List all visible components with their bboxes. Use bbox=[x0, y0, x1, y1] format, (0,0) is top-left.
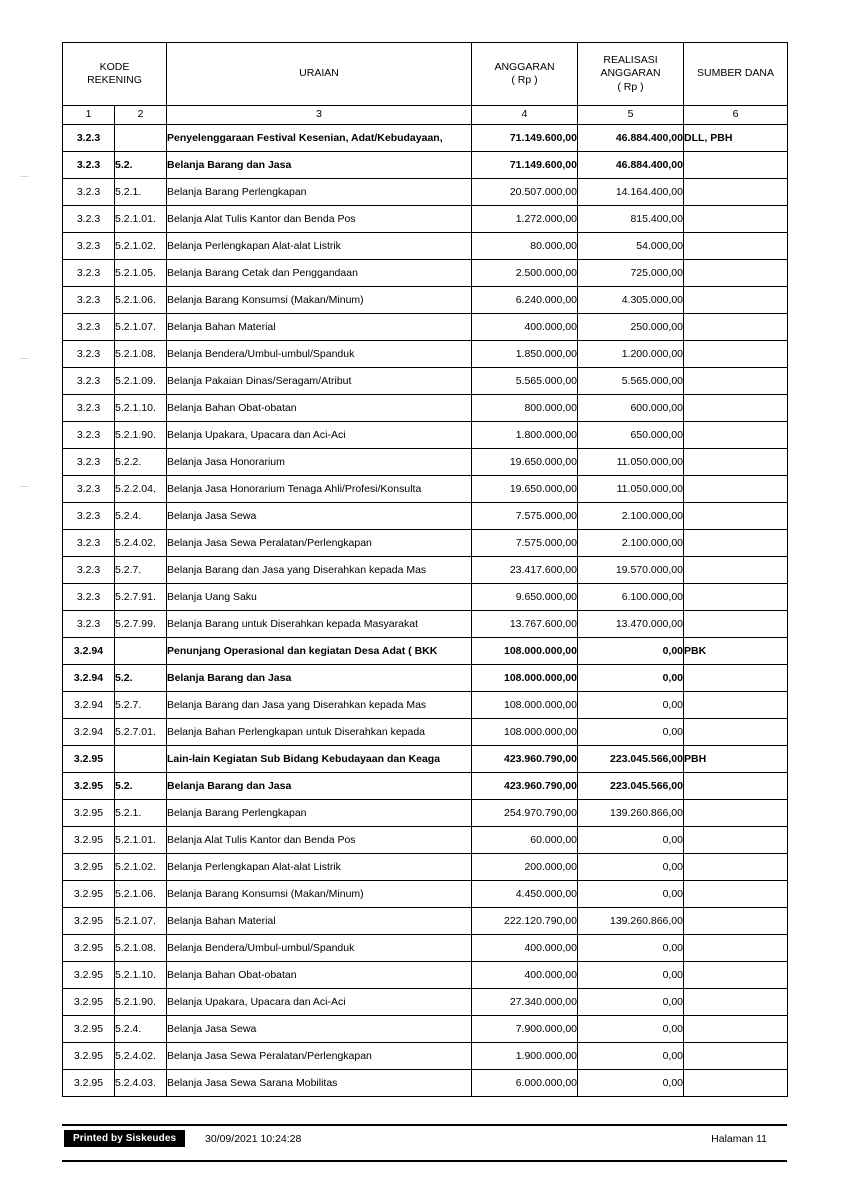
cell-uraian: Belanja Barang Perlengkapan bbox=[167, 179, 472, 206]
cell-realisasi: 46.884.400,00 bbox=[578, 152, 684, 179]
cell-rekening: 5.2.4.03. bbox=[115, 1070, 167, 1097]
cell-anggaran: 23.417.600,00 bbox=[472, 557, 578, 584]
cell-anggaran: 20.507.000,00 bbox=[472, 179, 578, 206]
cell-kode: 3.2.95 bbox=[63, 989, 115, 1016]
cell-kode: 3.2.3 bbox=[63, 422, 115, 449]
cell-anggaran: 80.000,00 bbox=[472, 233, 578, 260]
table-row bbox=[63, 827, 788, 854]
cell-sumber-dana bbox=[684, 1043, 788, 1070]
cell-kode: 3.2.3 bbox=[63, 476, 115, 503]
table-row bbox=[63, 557, 788, 584]
cell-uraian: Belanja Bahan Obat-obatan bbox=[167, 395, 472, 422]
cell-anggaran: 4.450.000,00 bbox=[472, 881, 578, 908]
cell-realisasi: 0,00 bbox=[578, 1070, 684, 1097]
table-row bbox=[63, 152, 788, 179]
cell-rekening: 5.2.7. bbox=[115, 557, 167, 584]
cell-rekening: 5.2.1. bbox=[115, 800, 167, 827]
table-row bbox=[63, 503, 788, 530]
cell-realisasi: 0,00 bbox=[578, 989, 684, 1016]
cell-sumber-dana bbox=[684, 476, 788, 503]
table-row bbox=[63, 665, 788, 692]
cell-anggaran: 800.000,00 bbox=[472, 395, 578, 422]
cell-rekening bbox=[115, 746, 167, 773]
cell-realisasi: 13.470.000,00 bbox=[578, 611, 684, 638]
cell-kode: 3.2.3 bbox=[63, 449, 115, 476]
cell-rekening: 5.2.1. bbox=[115, 179, 167, 206]
header-row-labels bbox=[63, 43, 788, 106]
cell-kode: 3.2.95 bbox=[63, 746, 115, 773]
cell-uraian: Belanja Barang dan Jasa bbox=[167, 665, 472, 692]
cell-uraian: Belanja Bendera/Umbul-umbul/Spanduk bbox=[167, 935, 472, 962]
cell-realisasi: 0,00 bbox=[578, 719, 684, 746]
cell-sumber-dana bbox=[684, 449, 788, 476]
table-row bbox=[63, 638, 788, 665]
cell-rekening: 5.2.4.02. bbox=[115, 530, 167, 557]
cell-anggaran: 400.000,00 bbox=[472, 935, 578, 962]
cell-realisasi: 250.000,00 bbox=[578, 314, 684, 341]
cell-anggaran: 108.000.000,00 bbox=[472, 638, 578, 665]
cell-rekening: 5.2.7.99. bbox=[115, 611, 167, 638]
scan-artifact bbox=[20, 486, 29, 487]
col-header-anggaran-line1: ANGGARAN bbox=[494, 60, 555, 73]
cell-rekening: 5.2.7. bbox=[115, 692, 167, 719]
cell-kode: 3.2.95 bbox=[63, 800, 115, 827]
cell-realisasi: 54.000,00 bbox=[578, 233, 684, 260]
footer-divider-top bbox=[62, 1124, 787, 1126]
cell-sumber-dana bbox=[684, 827, 788, 854]
cell-kode: 3.2.94 bbox=[63, 692, 115, 719]
cell-sumber-dana bbox=[684, 989, 788, 1016]
cell-sumber-dana bbox=[684, 773, 788, 800]
cell-anggaran: 7.575.000,00 bbox=[472, 530, 578, 557]
table-row bbox=[63, 179, 788, 206]
cell-anggaran: 423.960.790,00 bbox=[472, 773, 578, 800]
cell-kode: 3.2.3 bbox=[63, 152, 115, 179]
cell-kode: 3.2.3 bbox=[63, 341, 115, 368]
cell-rekening: 5.2.1.09. bbox=[115, 368, 167, 395]
cell-kode: 3.2.3 bbox=[63, 233, 115, 260]
cell-rekening: 5.2.1.05. bbox=[115, 260, 167, 287]
cell-uraian: Belanja Barang dan Jasa yang Diserahkan kepada Mas bbox=[167, 692, 472, 719]
table-row bbox=[63, 395, 788, 422]
cell-rekening: 5.2.4. bbox=[115, 503, 167, 530]
table-row bbox=[63, 530, 788, 557]
cell-rekening: 5.2.1.02. bbox=[115, 854, 167, 881]
cell-realisasi: 0,00 bbox=[578, 935, 684, 962]
cell-anggaran: 108.000.000,00 bbox=[472, 692, 578, 719]
table-row bbox=[63, 881, 788, 908]
col-number-5: 5 bbox=[578, 106, 684, 125]
table-row bbox=[63, 611, 788, 638]
cell-anggaran: 7.900.000,00 bbox=[472, 1016, 578, 1043]
cell-sumber-dana bbox=[684, 1070, 788, 1097]
cell-anggaran: 6.000.000,00 bbox=[472, 1070, 578, 1097]
cell-anggaran: 108.000.000,00 bbox=[472, 719, 578, 746]
col-header-kode-line2: REKENING bbox=[87, 74, 142, 86]
printed-by-badge: Printed by Siskeudes bbox=[64, 1130, 185, 1147]
cell-rekening bbox=[115, 125, 167, 152]
cell-uraian: Belanja Pakaian Dinas/Seragam/Atribut bbox=[167, 368, 472, 395]
table-row bbox=[63, 692, 788, 719]
col-header-realisasi-line2: ANGGARAN bbox=[600, 67, 661, 80]
cell-realisasi: 223.045.566,00 bbox=[578, 746, 684, 773]
cell-kode: 3.2.3 bbox=[63, 368, 115, 395]
table-row bbox=[63, 341, 788, 368]
cell-kode: 3.2.95 bbox=[63, 1043, 115, 1070]
cell-sumber-dana bbox=[684, 395, 788, 422]
table-row bbox=[63, 233, 788, 260]
cell-realisasi: 223.045.566,00 bbox=[578, 773, 684, 800]
cell-rekening: 5.2.1.01. bbox=[115, 206, 167, 233]
cell-anggaran: 6.240.000,00 bbox=[472, 287, 578, 314]
cell-kode: 3.2.3 bbox=[63, 179, 115, 206]
cell-realisasi: 0,00 bbox=[578, 1016, 684, 1043]
col-header-anggaran-line2: ( Rp ) bbox=[511, 74, 538, 86]
header-row-numbers bbox=[63, 106, 788, 125]
table-row bbox=[63, 584, 788, 611]
cell-realisasi: 0,00 bbox=[578, 692, 684, 719]
table-row bbox=[63, 1043, 788, 1070]
cell-rekening: 5.2. bbox=[115, 665, 167, 692]
cell-uraian: Belanja Jasa Sewa Sarana Mobilitas bbox=[167, 1070, 472, 1097]
cell-anggaran: 60.000,00 bbox=[472, 827, 578, 854]
cell-rekening: 5.2.1.07. bbox=[115, 908, 167, 935]
cell-anggaran: 1.900.000,00 bbox=[472, 1043, 578, 1070]
col-number-3: 3 bbox=[167, 106, 472, 125]
table-row bbox=[63, 287, 788, 314]
cell-kode: 3.2.3 bbox=[63, 125, 115, 152]
cell-realisasi: 0,00 bbox=[578, 881, 684, 908]
cell-uraian: Belanja Upakara, Upacara dan Aci-Aci bbox=[167, 422, 472, 449]
page-footer bbox=[62, 1124, 787, 1164]
cell-anggaran: 7.575.000,00 bbox=[472, 503, 578, 530]
cell-anggaran: 27.340.000,00 bbox=[472, 989, 578, 1016]
scan-artifact bbox=[20, 176, 29, 177]
cell-anggaran: 71.149.600,00 bbox=[472, 152, 578, 179]
cell-sumber-dana bbox=[684, 368, 788, 395]
cell-realisasi: 0,00 bbox=[578, 638, 684, 665]
table-row bbox=[63, 854, 788, 881]
cell-uraian: Belanja Uang Saku bbox=[167, 584, 472, 611]
cell-anggaran: 400.000,00 bbox=[472, 314, 578, 341]
cell-sumber-dana bbox=[684, 341, 788, 368]
cell-uraian: Belanja Barang Perlengkapan bbox=[167, 800, 472, 827]
cell-realisasi: 2.100.000,00 bbox=[578, 503, 684, 530]
cell-realisasi: 11.050.000,00 bbox=[578, 449, 684, 476]
cell-uraian: Belanja Barang dan Jasa bbox=[167, 152, 472, 179]
cell-uraian: Belanja Jasa Honorarium bbox=[167, 449, 472, 476]
table-row bbox=[63, 773, 788, 800]
table-row bbox=[63, 800, 788, 827]
cell-sumber-dana bbox=[684, 935, 788, 962]
table-row bbox=[63, 935, 788, 962]
cell-uraian: Belanja Alat Tulis Kantor dan Benda Pos bbox=[167, 206, 472, 233]
cell-sumber-dana bbox=[684, 287, 788, 314]
cell-realisasi: 11.050.000,00 bbox=[578, 476, 684, 503]
cell-uraian: Belanja Bahan Perlengkapan untuk Diserahkan kepada bbox=[167, 719, 472, 746]
cell-kode: 3.2.3 bbox=[63, 206, 115, 233]
col-header-kode-line1: KODE bbox=[99, 60, 130, 73]
cell-sumber-dana bbox=[684, 260, 788, 287]
cell-sumber-dana bbox=[684, 503, 788, 530]
cell-sumber-dana bbox=[684, 530, 788, 557]
cell-kode: 3.2.94 bbox=[63, 638, 115, 665]
cell-uraian: Belanja Perlengkapan Alat-alat Listrik bbox=[167, 854, 472, 881]
cell-anggaran: 2.500.000,00 bbox=[472, 260, 578, 287]
cell-uraian: Belanja Alat Tulis Kantor dan Benda Pos bbox=[167, 827, 472, 854]
cell-rekening bbox=[115, 638, 167, 665]
table-row bbox=[63, 314, 788, 341]
cell-sumber-dana bbox=[684, 557, 788, 584]
cell-kode: 3.2.95 bbox=[63, 962, 115, 989]
table-row bbox=[63, 476, 788, 503]
cell-uraian: Belanja Barang dan Jasa bbox=[167, 773, 472, 800]
table-row bbox=[63, 1016, 788, 1043]
cell-kode: 3.2.3 bbox=[63, 584, 115, 611]
table-body bbox=[63, 125, 788, 1097]
cell-realisasi: 0,00 bbox=[578, 854, 684, 881]
cell-realisasi: 725.000,00 bbox=[578, 260, 684, 287]
cell-rekening: 5.2.2.04. bbox=[115, 476, 167, 503]
cell-rekening: 5.2.1.01. bbox=[115, 827, 167, 854]
cell-kode: 3.2.95 bbox=[63, 827, 115, 854]
cell-sumber-dana bbox=[684, 692, 788, 719]
cell-sumber-dana bbox=[684, 152, 788, 179]
cell-uraian: Belanja Barang untuk Diserahkan kepada Masyarakat bbox=[167, 611, 472, 638]
cell-sumber-dana: DLL, PBH bbox=[684, 125, 788, 152]
col-number-1: 1 bbox=[63, 106, 115, 125]
table-row bbox=[63, 962, 788, 989]
cell-sumber-dana bbox=[684, 233, 788, 260]
col-header-anggaran bbox=[472, 43, 578, 106]
cell-kode: 3.2.95 bbox=[63, 881, 115, 908]
cell-anggaran: 222.120.790,00 bbox=[472, 908, 578, 935]
cell-realisasi: 1.200.000,00 bbox=[578, 341, 684, 368]
cell-uraian: Belanja Bahan Obat-obatan bbox=[167, 962, 472, 989]
cell-anggaran: 400.000,00 bbox=[472, 962, 578, 989]
cell-rekening: 5.2.1.06. bbox=[115, 287, 167, 314]
cell-realisasi: 0,00 bbox=[578, 827, 684, 854]
col-header-realisasi-line1: REALISASI bbox=[603, 54, 658, 67]
cell-sumber-dana bbox=[684, 881, 788, 908]
cell-kode: 3.2.95 bbox=[63, 773, 115, 800]
cell-sumber-dana: PBH bbox=[684, 746, 788, 773]
cell-sumber-dana bbox=[684, 1016, 788, 1043]
cell-realisasi: 19.570.000,00 bbox=[578, 557, 684, 584]
cell-anggaran: 1.800.000,00 bbox=[472, 422, 578, 449]
cell-kode: 3.2.3 bbox=[63, 260, 115, 287]
cell-sumber-dana bbox=[684, 584, 788, 611]
col-number-2: 2 bbox=[115, 106, 167, 125]
cell-uraian: Belanja Bendera/Umbul-umbul/Spanduk bbox=[167, 341, 472, 368]
cell-anggaran: 19.650.000,00 bbox=[472, 476, 578, 503]
cell-kode: 3.2.95 bbox=[63, 1016, 115, 1043]
table-row bbox=[63, 746, 788, 773]
cell-anggaran: 108.000.000,00 bbox=[472, 665, 578, 692]
cell-realisasi: 46.884.400,00 bbox=[578, 125, 684, 152]
table-row bbox=[63, 449, 788, 476]
cell-rekening: 5.2.4.02. bbox=[115, 1043, 167, 1070]
cell-anggaran: 71.149.600,00 bbox=[472, 125, 578, 152]
table-row bbox=[63, 1070, 788, 1097]
cell-sumber-dana bbox=[684, 422, 788, 449]
col-header-sumber-dana: SUMBER DANA bbox=[684, 43, 788, 106]
cell-sumber-dana bbox=[684, 962, 788, 989]
cell-uraian: Penunjang Operasional dan kegiatan Desa Adat ( BKK bbox=[167, 638, 472, 665]
cell-kode: 3.2.94 bbox=[63, 719, 115, 746]
cell-anggaran: 9.650.000,00 bbox=[472, 584, 578, 611]
cell-rekening: 5.2.1.10. bbox=[115, 395, 167, 422]
cell-sumber-dana bbox=[684, 179, 788, 206]
cell-rekening: 5.2.4. bbox=[115, 1016, 167, 1043]
cell-anggaran: 1.272.000,00 bbox=[472, 206, 578, 233]
cell-kode: 3.2.3 bbox=[63, 530, 115, 557]
cell-kode: 3.2.95 bbox=[63, 854, 115, 881]
table-row bbox=[63, 422, 788, 449]
cell-realisasi: 2.100.000,00 bbox=[578, 530, 684, 557]
cell-realisasi: 600.000,00 bbox=[578, 395, 684, 422]
cell-realisasi: 4.305.000,00 bbox=[578, 287, 684, 314]
cell-uraian: Belanja Bahan Material bbox=[167, 314, 472, 341]
table-row bbox=[63, 908, 788, 935]
col-number-6: 6 bbox=[684, 106, 788, 125]
cell-rekening: 5.2.1.06. bbox=[115, 881, 167, 908]
cell-uraian: Penyelenggaraan Festival Kesenian, Adat/Kebudayaan, bbox=[167, 125, 472, 152]
scan-artifact bbox=[20, 358, 29, 359]
cell-uraian: Belanja Barang dan Jasa yang Diserahkan kepada Mas bbox=[167, 557, 472, 584]
cell-rekening: 5.2.7.91. bbox=[115, 584, 167, 611]
cell-anggaran: 13.767.600,00 bbox=[472, 611, 578, 638]
cell-anggaran: 1.850.000,00 bbox=[472, 341, 578, 368]
cell-kode: 3.2.95 bbox=[63, 935, 115, 962]
cell-realisasi: 5.565.000,00 bbox=[578, 368, 684, 395]
cell-realisasi: 14.164.400,00 bbox=[578, 179, 684, 206]
cell-uraian: Belanja Upakara, Upacara dan Aci-Aci bbox=[167, 989, 472, 1016]
budget-realization-table bbox=[62, 42, 788, 1097]
cell-kode: 3.2.95 bbox=[63, 908, 115, 935]
cell-uraian: Belanja Jasa Sewa bbox=[167, 1016, 472, 1043]
cell-rekening: 5.2.1.08. bbox=[115, 935, 167, 962]
cell-realisasi: 0,00 bbox=[578, 665, 684, 692]
cell-realisasi: 650.000,00 bbox=[578, 422, 684, 449]
cell-uraian: Belanja Barang Konsumsi (Makan/Minum) bbox=[167, 881, 472, 908]
cell-kode: 3.2.3 bbox=[63, 503, 115, 530]
cell-realisasi: 139.260.866,00 bbox=[578, 908, 684, 935]
cell-rekening: 5.2.2. bbox=[115, 449, 167, 476]
table-header bbox=[63, 43, 788, 125]
cell-uraian: Belanja Jasa Sewa Peralatan/Perlengkapan bbox=[167, 1043, 472, 1070]
col-header-realisasi-line3: ( Rp ) bbox=[617, 80, 644, 93]
cell-sumber-dana bbox=[684, 206, 788, 233]
table-row bbox=[63, 206, 788, 233]
cell-anggaran: 19.650.000,00 bbox=[472, 449, 578, 476]
cell-kode: 3.2.3 bbox=[63, 611, 115, 638]
cell-uraian: Belanja Barang Konsumsi (Makan/Minum) bbox=[167, 287, 472, 314]
cell-uraian: Belanja Jasa Sewa bbox=[167, 503, 472, 530]
cell-rekening: 5.2.1.90. bbox=[115, 989, 167, 1016]
cell-kode: 3.2.94 bbox=[63, 665, 115, 692]
cell-uraian: Lain-lain Kegiatan Sub Bidang Kebudayaan dan Keaga bbox=[167, 746, 472, 773]
cell-kode: 3.2.3 bbox=[63, 314, 115, 341]
cell-sumber-dana bbox=[684, 800, 788, 827]
cell-sumber-dana bbox=[684, 908, 788, 935]
cell-sumber-dana bbox=[684, 854, 788, 881]
cell-kode: 3.2.3 bbox=[63, 287, 115, 314]
table-row bbox=[63, 989, 788, 1016]
cell-kode: 3.2.3 bbox=[63, 395, 115, 422]
col-header-realisasi bbox=[578, 43, 684, 106]
table-row bbox=[63, 719, 788, 746]
cell-rekening: 5.2.1.08. bbox=[115, 341, 167, 368]
cell-kode: 3.2.3 bbox=[63, 557, 115, 584]
col-header-uraian: URAIAN bbox=[167, 43, 472, 106]
cell-rekening: 5.2.1.07. bbox=[115, 314, 167, 341]
cell-uraian: Belanja Perlengkapan Alat-alat Listrik bbox=[167, 233, 472, 260]
cell-uraian: Belanja Jasa Sewa Peralatan/Perlengkapan bbox=[167, 530, 472, 557]
cell-rekening: 5.2.1.10. bbox=[115, 962, 167, 989]
printed-timestamp: 30/09/2021 10:24:28 bbox=[205, 1133, 302, 1145]
cell-sumber-dana bbox=[684, 665, 788, 692]
cell-rekening: 5.2.1.02. bbox=[115, 233, 167, 260]
cell-rekening: 5.2.1.90. bbox=[115, 422, 167, 449]
col-number-4: 4 bbox=[472, 106, 578, 125]
cell-anggaran: 5.565.000,00 bbox=[472, 368, 578, 395]
cell-sumber-dana bbox=[684, 719, 788, 746]
table-row bbox=[63, 368, 788, 395]
cell-sumber-dana: PBK bbox=[684, 638, 788, 665]
cell-sumber-dana bbox=[684, 314, 788, 341]
cell-anggaran: 200.000,00 bbox=[472, 854, 578, 881]
cell-uraian: Belanja Jasa Honorarium Tenaga Ahli/Profesi/Konsulta bbox=[167, 476, 472, 503]
cell-realisasi: 6.100.000,00 bbox=[578, 584, 684, 611]
cell-rekening: 5.2.7.01. bbox=[115, 719, 167, 746]
cell-uraian: Belanja Barang Cetak dan Penggandaan bbox=[167, 260, 472, 287]
cell-anggaran: 254.970.790,00 bbox=[472, 800, 578, 827]
table-row bbox=[63, 260, 788, 287]
cell-realisasi: 139.260.866,00 bbox=[578, 800, 684, 827]
cell-realisasi: 815.400,00 bbox=[578, 206, 684, 233]
cell-uraian: Belanja Bahan Material bbox=[167, 908, 472, 935]
page-number-label: Halaman 11 bbox=[711, 1133, 767, 1145]
table-row bbox=[63, 125, 788, 152]
cell-realisasi: 0,00 bbox=[578, 1043, 684, 1070]
cell-rekening: 5.2. bbox=[115, 773, 167, 800]
cell-sumber-dana bbox=[684, 611, 788, 638]
cell-kode: 3.2.95 bbox=[63, 1070, 115, 1097]
cell-rekening: 5.2. bbox=[115, 152, 167, 179]
cell-anggaran: 423.960.790,00 bbox=[472, 746, 578, 773]
cell-realisasi: 0,00 bbox=[578, 962, 684, 989]
footer-divider-bottom bbox=[62, 1160, 787, 1162]
col-header-kode-rekening bbox=[63, 43, 167, 106]
